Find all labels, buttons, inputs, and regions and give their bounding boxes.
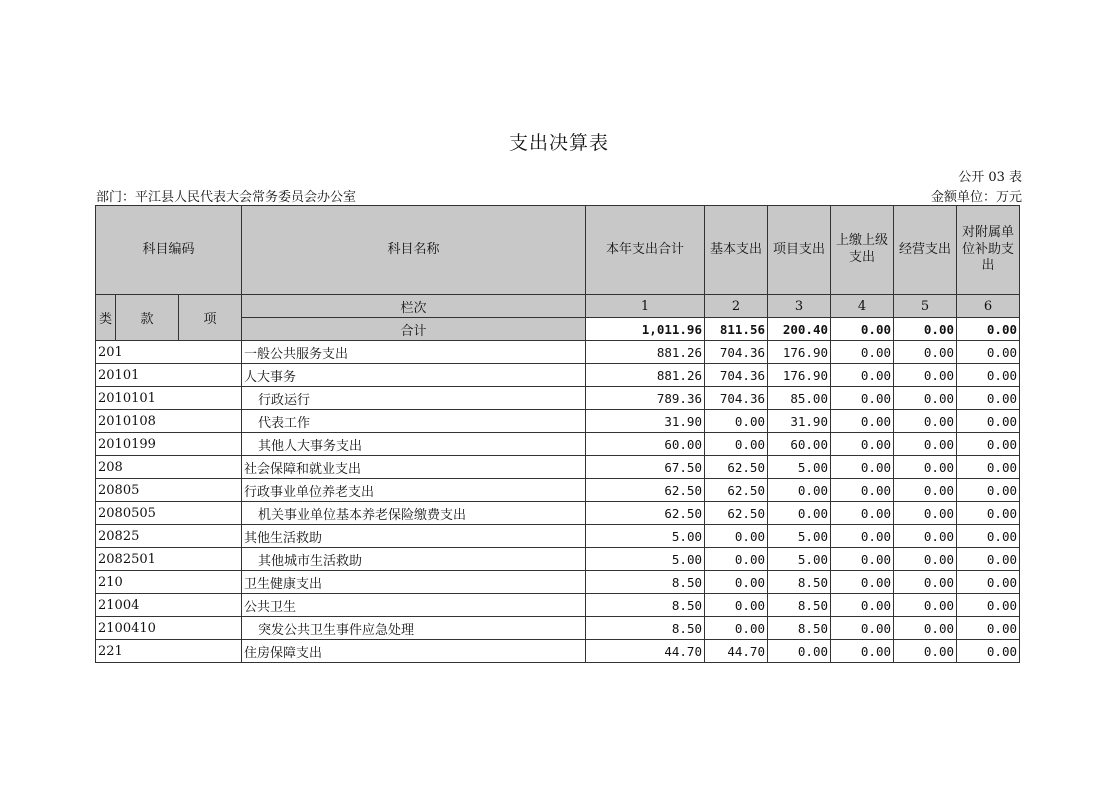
amount-cell: 0.00 bbox=[831, 364, 894, 387]
amount-cell: 704.36 bbox=[705, 364, 768, 387]
amount-cell: 0.00 bbox=[894, 502, 957, 525]
subject-name-cell bbox=[242, 525, 586, 548]
amount-cell: 0.00 bbox=[957, 571, 1020, 594]
amount-cell: 0.00 bbox=[894, 456, 957, 479]
subject-name-text: 住房保障支出 bbox=[244, 645, 323, 661]
header-lanci: 栏次 bbox=[242, 295, 586, 318]
subject-name-text: 行政事业单位养老支出 bbox=[244, 484, 375, 500]
amount-cell: 0.00 bbox=[831, 548, 894, 571]
subject-code-cell: 20825 bbox=[96, 525, 242, 548]
amount-cell: 62.50 bbox=[705, 502, 768, 525]
subject-code-cell: 201 bbox=[96, 341, 242, 364]
amount-cell: 0.00 bbox=[894, 433, 957, 456]
amount-cell: 5.00 bbox=[768, 548, 831, 571]
subject-code-cell: 221 bbox=[96, 640, 242, 663]
column-index-row bbox=[96, 295, 1020, 318]
subject-name-cell bbox=[242, 548, 586, 571]
amount-cell: 0.00 bbox=[831, 571, 894, 594]
header-name: 科目名称 bbox=[242, 206, 586, 295]
table-row bbox=[96, 594, 1020, 617]
amount-cell: 0.00 bbox=[831, 502, 894, 525]
amount-cell: 31.90 bbox=[586, 410, 705, 433]
amount-cell: 62.50 bbox=[586, 479, 705, 502]
amount-cell: 0.00 bbox=[894, 594, 957, 617]
amount-cell: 0.00 bbox=[957, 433, 1020, 456]
amount-cell: 8.50 bbox=[768, 594, 831, 617]
amount-cell: 0.00 bbox=[957, 341, 1020, 364]
column-number: 6 bbox=[957, 295, 1020, 318]
header-project: 项目支出 bbox=[768, 206, 831, 295]
amount-cell: 62.50 bbox=[705, 479, 768, 502]
amount-cell: 789.36 bbox=[586, 387, 705, 410]
subject-name-cell bbox=[242, 479, 586, 502]
header-code: 科目编码 bbox=[96, 206, 242, 295]
amount-cell: 0.00 bbox=[705, 548, 768, 571]
subject-name-text: 公共卫生 bbox=[244, 599, 297, 615]
total-value: 811.56 bbox=[705, 318, 768, 341]
subject-name-text: 卫生健康支出 bbox=[244, 576, 323, 592]
amount-cell: 0.00 bbox=[831, 456, 894, 479]
amount-cell: 0.00 bbox=[957, 525, 1020, 548]
amount-cell: 5.00 bbox=[768, 456, 831, 479]
amount-cell: 0.00 bbox=[705, 433, 768, 456]
amount-cell: 0.00 bbox=[831, 594, 894, 617]
header-lei: 类 bbox=[96, 295, 116, 341]
subject-name-text: 人大事务 bbox=[244, 369, 297, 385]
column-number: 5 bbox=[894, 295, 957, 318]
subject-name-text: 行政运行 bbox=[258, 392, 311, 408]
amount-cell: 0.00 bbox=[831, 640, 894, 663]
subject-code-cell: 2010108 bbox=[96, 410, 242, 433]
amount-cell: 8.50 bbox=[768, 571, 831, 594]
amount-cell: 62.50 bbox=[586, 502, 705, 525]
amount-cell: 881.26 bbox=[586, 341, 705, 364]
amount-cell: 0.00 bbox=[831, 525, 894, 548]
subject-name-text: 其他人大事务支出 bbox=[258, 438, 363, 454]
amount-cell: 0.00 bbox=[894, 364, 957, 387]
amount-cell: 67.50 bbox=[586, 456, 705, 479]
subject-code-cell: 21004 bbox=[96, 594, 242, 617]
subject-code-cell: 2082501 bbox=[96, 548, 242, 571]
amount-cell: 0.00 bbox=[957, 617, 1020, 640]
amount-cell: 0.00 bbox=[957, 456, 1020, 479]
table-row bbox=[96, 571, 1020, 594]
subject-name-text: 社会保障和就业支出 bbox=[244, 461, 362, 477]
total-value: 0.00 bbox=[894, 318, 957, 341]
table-row bbox=[96, 525, 1020, 548]
subject-code-cell: 2100410 bbox=[96, 617, 242, 640]
amount-cell: 0.00 bbox=[768, 640, 831, 663]
amount-cell: 0.00 bbox=[894, 571, 957, 594]
header-total: 本年支出合计 bbox=[586, 206, 705, 295]
amount-unit-label: 金额单位：万元 bbox=[930, 190, 1022, 205]
amount-cell: 0.00 bbox=[894, 410, 957, 433]
amount-cell: 8.50 bbox=[586, 594, 705, 617]
expenditure-table bbox=[95, 205, 1020, 663]
subject-name-text: 突发公共卫生事件应急处理 bbox=[258, 622, 415, 638]
amount-cell: 8.50 bbox=[768, 617, 831, 640]
amount-cell: 5.00 bbox=[586, 548, 705, 571]
amount-cell: 0.00 bbox=[831, 617, 894, 640]
amount-cell: 0.00 bbox=[957, 410, 1020, 433]
subject-name-cell bbox=[242, 410, 586, 433]
amount-cell: 8.50 bbox=[586, 571, 705, 594]
subject-code-cell: 208 bbox=[96, 456, 242, 479]
amount-cell: 0.00 bbox=[831, 387, 894, 410]
header-basic: 基本支出 bbox=[705, 206, 768, 295]
amount-cell: 881.26 bbox=[586, 364, 705, 387]
department-label: 部门：平江县人民代表大会常务委员会办公室 bbox=[96, 190, 357, 205]
column-number: 4 bbox=[831, 295, 894, 318]
header-xiang: 项 bbox=[179, 295, 242, 341]
column-number: 2 bbox=[705, 295, 768, 318]
amount-cell: 0.00 bbox=[957, 640, 1020, 663]
subject-name-cell bbox=[242, 341, 586, 364]
subject-name-text: 机关事业单位基本养老保险缴费支出 bbox=[258, 507, 467, 523]
amount-cell: 0.00 bbox=[705, 410, 768, 433]
amount-cell: 0.00 bbox=[894, 479, 957, 502]
amount-cell: 0.00 bbox=[768, 479, 831, 502]
amount-cell: 0.00 bbox=[768, 502, 831, 525]
table-row bbox=[96, 502, 1020, 525]
subject-name-cell bbox=[242, 594, 586, 617]
subject-name-text: 一般公共服务支出 bbox=[244, 346, 349, 362]
amount-cell: 704.36 bbox=[705, 341, 768, 364]
subject-code-cell: 2080505 bbox=[96, 502, 242, 525]
amount-cell: 0.00 bbox=[705, 594, 768, 617]
header-subsidy: 对附属单位补助支出 bbox=[957, 206, 1020, 295]
amount-cell: 0.00 bbox=[894, 341, 957, 364]
amount-cell: 0.00 bbox=[957, 548, 1020, 571]
total-value: 1,011.96 bbox=[586, 318, 705, 341]
amount-cell: 0.00 bbox=[831, 433, 894, 456]
header-business: 经营支出 bbox=[894, 206, 957, 295]
subject-name-text: 其他城市生活救助 bbox=[258, 553, 363, 569]
table-row bbox=[96, 456, 1020, 479]
subject-name-cell bbox=[242, 502, 586, 525]
subject-name-cell bbox=[242, 433, 586, 456]
amount-cell: 0.00 bbox=[894, 387, 957, 410]
table-row bbox=[96, 640, 1020, 663]
subject-name-cell bbox=[242, 617, 586, 640]
subject-code-cell: 2010101 bbox=[96, 387, 242, 410]
amount-cell: 60.00 bbox=[586, 433, 705, 456]
table-row bbox=[96, 479, 1020, 502]
amount-cell: 8.50 bbox=[586, 617, 705, 640]
amount-cell: 85.00 bbox=[768, 387, 831, 410]
header-kuan: 款 bbox=[116, 295, 179, 341]
amount-cell: 176.90 bbox=[768, 341, 831, 364]
subject-name-cell bbox=[242, 364, 586, 387]
amount-cell: 0.00 bbox=[894, 525, 957, 548]
amount-cell: 0.00 bbox=[894, 617, 957, 640]
header-upper: 上缴上级支出 bbox=[831, 206, 894, 295]
table-row bbox=[96, 387, 1020, 410]
amount-cell: 0.00 bbox=[957, 479, 1020, 502]
amount-cell: 0.00 bbox=[705, 571, 768, 594]
table-row bbox=[96, 341, 1020, 364]
amount-cell: 0.00 bbox=[831, 479, 894, 502]
amount-cell: 0.00 bbox=[957, 387, 1020, 410]
table-row bbox=[96, 410, 1020, 433]
page-title: 支出决算表 bbox=[508, 132, 609, 154]
table-row bbox=[96, 548, 1020, 571]
amount-cell: 44.70 bbox=[586, 640, 705, 663]
amount-cell: 0.00 bbox=[894, 640, 957, 663]
amount-cell: 0.00 bbox=[957, 502, 1020, 525]
header-row bbox=[96, 206, 1020, 295]
amount-cell: 5.00 bbox=[768, 525, 831, 548]
subject-name-cell bbox=[242, 456, 586, 479]
column-number: 3 bbox=[768, 295, 831, 318]
table-row bbox=[96, 617, 1020, 640]
subject-name-cell bbox=[242, 387, 586, 410]
subject-name-cell bbox=[242, 571, 586, 594]
total-label: 合计 bbox=[242, 318, 586, 341]
subject-code-cell: 20805 bbox=[96, 479, 242, 502]
amount-cell: 704.36 bbox=[705, 387, 768, 410]
amount-cell: 176.90 bbox=[768, 364, 831, 387]
subject-name-text: 代表工作 bbox=[258, 415, 311, 431]
subject-name-cell bbox=[242, 640, 586, 663]
amount-cell: 31.90 bbox=[768, 410, 831, 433]
amount-cell: 0.00 bbox=[957, 594, 1020, 617]
subject-code-cell: 210 bbox=[96, 571, 242, 594]
table-row bbox=[96, 364, 1020, 387]
amount-cell: 62.50 bbox=[705, 456, 768, 479]
subject-code-cell: 2010199 bbox=[96, 433, 242, 456]
amount-cell: 0.00 bbox=[705, 617, 768, 640]
amount-cell: 0.00 bbox=[957, 364, 1020, 387]
total-value: 200.40 bbox=[768, 318, 831, 341]
column-number: 1 bbox=[586, 295, 705, 318]
amount-cell: 60.00 bbox=[768, 433, 831, 456]
amount-cell: 0.00 bbox=[894, 548, 957, 571]
amount-cell: 44.70 bbox=[705, 640, 768, 663]
amount-cell: 0.00 bbox=[831, 410, 894, 433]
subject-code-cell: 20101 bbox=[96, 364, 242, 387]
amount-cell: 5.00 bbox=[586, 525, 705, 548]
table-row bbox=[96, 433, 1020, 456]
amount-cell: 0.00 bbox=[705, 525, 768, 548]
amount-cell: 0.00 bbox=[831, 341, 894, 364]
document-code: 公开 03 表 bbox=[958, 170, 1022, 185]
subject-name-text: 其他生活救助 bbox=[244, 530, 323, 546]
total-value: 0.00 bbox=[831, 318, 894, 341]
total-value: 0.00 bbox=[957, 318, 1020, 341]
